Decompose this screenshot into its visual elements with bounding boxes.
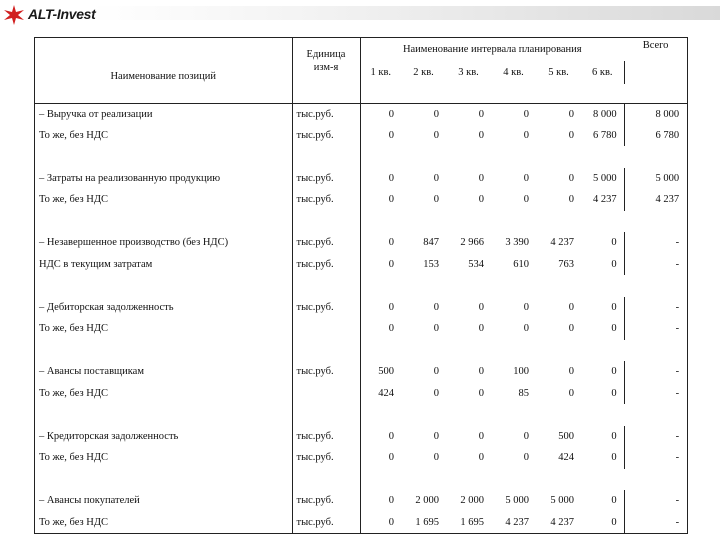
header-row-top xyxy=(35,38,687,61)
row-label: То же, без НДС xyxy=(35,447,292,469)
row-value-q1: 0 xyxy=(388,172,394,184)
row-value-q1: 0 xyxy=(388,430,394,442)
row-label: – Кредиторская задолженность xyxy=(35,426,292,448)
row-value-q3: 534 xyxy=(468,258,484,270)
table-row xyxy=(35,189,687,211)
row-value-q5: 0 xyxy=(568,129,574,141)
row-value-q4: 0 xyxy=(523,129,529,141)
row-label: НДС в текущим затратам xyxy=(35,254,292,276)
header-name: Наименование позиций xyxy=(35,38,292,84)
row-value-q1: 0 xyxy=(388,516,394,528)
row-value-q4: 0 xyxy=(523,452,529,464)
row-value-q2: 847 xyxy=(423,237,439,249)
header-unit xyxy=(292,38,360,84)
header-total-empty xyxy=(624,61,687,84)
report-table xyxy=(35,38,687,533)
row-unit xyxy=(292,318,360,340)
row-value-q4: 0 xyxy=(523,108,529,120)
row-value-q5: 0 xyxy=(568,172,574,184)
row-value-q3: 0 xyxy=(478,108,484,120)
row-value-q6: 0 xyxy=(581,490,624,512)
row-value-q5: 4 237 xyxy=(550,516,574,528)
row-value-q1: 500 xyxy=(378,366,394,378)
row-unit: тыс.руб. xyxy=(292,361,360,383)
row-label: – Выручка от реализации xyxy=(35,103,292,125)
row-value-q1: 0 xyxy=(388,323,394,335)
row-value-q6: 0 xyxy=(581,383,624,405)
header-separator xyxy=(35,84,687,103)
table-row xyxy=(35,383,687,405)
row-value-q1: 424 xyxy=(378,387,394,399)
row-value-q6: 0 xyxy=(581,361,624,383)
row-value-q6: 0 xyxy=(581,254,624,276)
logo xyxy=(2,2,112,26)
row-value-q3: 0 xyxy=(478,452,484,464)
row-value-q1: 0 xyxy=(388,452,394,464)
row-value-q6: 0 xyxy=(581,232,624,254)
row-value-q1: 0 xyxy=(388,301,394,313)
row-value-q4: 5 000 xyxy=(505,495,529,507)
row-label: То же, без НДС xyxy=(35,512,292,534)
table-row xyxy=(35,232,687,254)
row-value-q1: 0 xyxy=(388,194,394,206)
header-gradient-bar xyxy=(90,6,720,20)
row-value-q6: 0 xyxy=(581,426,624,448)
row-value-q4: 0 xyxy=(523,323,529,335)
row-label: То же, без НДС xyxy=(35,383,292,405)
row-value-q1: 0 xyxy=(388,237,394,249)
row-value-q3: 2 000 xyxy=(460,495,484,507)
row-unit: тыс.руб. xyxy=(292,426,360,448)
row-label: – Незавершенное производство (без НДС) xyxy=(35,232,292,254)
group-spacer xyxy=(35,146,687,168)
group-spacer xyxy=(35,469,687,491)
row-value-q4: 610 xyxy=(513,258,529,270)
row-value-q5: 0 xyxy=(568,194,574,206)
row-label: – Дебиторская задолженность xyxy=(35,297,292,319)
row-value-q2: 0 xyxy=(433,194,439,206)
row-value-q5: 763 xyxy=(558,258,574,270)
table-row xyxy=(35,318,687,340)
row-label: То же, без НДС xyxy=(35,125,292,147)
row-unit: тыс.руб. xyxy=(292,297,360,319)
row-value-q6: 0 xyxy=(581,512,624,534)
row-value-q2: 153 xyxy=(423,258,439,270)
row-total: - xyxy=(675,495,680,507)
header-total: Всего xyxy=(642,40,669,51)
header-quarter-1: 1 кв. xyxy=(370,67,392,78)
row-value-q3: 0 xyxy=(478,129,484,141)
row-unit: тыс.руб. xyxy=(292,512,360,534)
row-unit: тыс.руб. xyxy=(292,254,360,276)
row-total: 5 000 xyxy=(655,172,680,184)
row-unit xyxy=(292,383,360,405)
row-value-q1: 0 xyxy=(388,129,394,141)
table-row xyxy=(35,125,687,147)
row-value-q2: 0 xyxy=(433,108,439,120)
row-value-q3: 0 xyxy=(478,387,484,399)
row-unit: тыс.руб. xyxy=(292,125,360,147)
row-value-q4: 100 xyxy=(513,366,529,378)
group-spacer xyxy=(35,404,687,426)
row-value-q2: 0 xyxy=(433,129,439,141)
row-total: - xyxy=(675,301,680,313)
row-unit: тыс.руб. xyxy=(292,490,360,512)
header-interval: Наименование интервала планирования xyxy=(402,44,582,55)
header-quarter-6: 6 кв. xyxy=(581,61,624,84)
row-value-q2: 0 xyxy=(433,323,439,335)
row-total: - xyxy=(675,430,680,442)
header-quarter-2: 2 кв. xyxy=(413,67,434,78)
table-row xyxy=(35,254,687,276)
row-value-q1: 0 xyxy=(388,258,394,270)
row-total: - xyxy=(675,452,680,464)
row-total: 4 237 xyxy=(655,194,680,206)
row-value-q3: 0 xyxy=(478,194,484,206)
row-total: - xyxy=(675,366,680,378)
group-spacer xyxy=(35,275,687,297)
row-value-q4: 0 xyxy=(523,301,529,313)
row-value-q4: 0 xyxy=(523,430,529,442)
row-total: - xyxy=(675,258,680,270)
row-value-q5: 424 xyxy=(558,452,574,464)
row-unit: тыс.руб. xyxy=(292,447,360,469)
row-value-q5: 500 xyxy=(558,430,574,442)
table-row xyxy=(35,490,687,512)
row-value-q2: 0 xyxy=(433,172,439,184)
row-value-q2: 0 xyxy=(433,387,439,399)
row-value-q2: 0 xyxy=(433,366,439,378)
row-value-q5: 0 xyxy=(568,387,574,399)
row-value-q3: 2 966 xyxy=(460,237,484,249)
table-row xyxy=(35,426,687,448)
row-value-q6: 6 780 xyxy=(581,125,624,147)
row-value-q2: 1 695 xyxy=(415,516,439,528)
group-spacer xyxy=(35,211,687,233)
row-value-q1: 0 xyxy=(388,495,394,507)
row-value-q5: 0 xyxy=(568,108,574,120)
row-value-q4: 85 xyxy=(518,387,529,399)
header-unit-line1: Единица xyxy=(306,49,346,60)
row-unit: тыс.руб. xyxy=(292,168,360,190)
star-logo-icon xyxy=(2,4,26,26)
row-value-q2: 0 xyxy=(433,301,439,313)
row-unit: тыс.руб. xyxy=(292,232,360,254)
row-value-q2: 0 xyxy=(433,430,439,442)
row-unit: тыс.руб. xyxy=(292,189,360,211)
row-value-q5: 0 xyxy=(568,301,574,313)
row-value-q1: 0 xyxy=(388,108,394,120)
row-value-q3: 0 xyxy=(478,366,484,378)
row-value-q5: 0 xyxy=(568,323,574,335)
header-quarter-4: 4 кв. xyxy=(503,67,524,78)
row-value-q6: 0 xyxy=(581,447,624,469)
row-value-q4: 3 390 xyxy=(505,237,529,249)
row-value-q5: 4 237 xyxy=(550,237,574,249)
row-value-q2: 0 xyxy=(433,452,439,464)
table-row xyxy=(35,168,687,190)
row-value-q6: 4 237 xyxy=(581,189,624,211)
row-value-q4: 0 xyxy=(523,194,529,206)
row-value-q6: 0 xyxy=(581,318,624,340)
row-label: – Затраты на реализованную продукцию xyxy=(35,168,292,190)
row-value-q5: 5 000 xyxy=(550,495,574,507)
row-total: 6 780 xyxy=(655,129,680,141)
row-value-q3: 1 695 xyxy=(460,516,484,528)
row-value-q4: 4 237 xyxy=(505,516,529,528)
table-row xyxy=(35,361,687,383)
header-quarter-3: 3 кв. xyxy=(458,67,479,78)
table-row xyxy=(35,447,687,469)
table-row xyxy=(35,297,687,319)
table-row xyxy=(35,512,687,534)
row-unit: тыс.руб. xyxy=(292,103,360,125)
row-value-q3: 0 xyxy=(478,323,484,335)
row-total: - xyxy=(675,516,680,528)
row-label: – Авансы поставщикам xyxy=(35,361,292,383)
row-value-q3: 0 xyxy=(478,301,484,313)
logo-text: ALT-Invest xyxy=(28,6,96,22)
header-quarter-5: 5 кв. xyxy=(548,67,569,78)
header-unit-line2: изм-я xyxy=(313,62,339,73)
row-value-q3: 0 xyxy=(478,430,484,442)
row-total: - xyxy=(675,237,680,249)
row-label: То же, без НДС xyxy=(35,318,292,340)
row-value-q6: 5 000 xyxy=(581,168,624,190)
row-value-q5: 0 xyxy=(568,366,574,378)
row-value-q6: 0 xyxy=(581,297,624,319)
row-total: - xyxy=(675,387,680,399)
row-total: - xyxy=(675,323,680,335)
row-value-q2: 2 000 xyxy=(415,495,439,507)
row-value-q3: 0 xyxy=(478,172,484,184)
table-row xyxy=(35,103,687,125)
group-spacer xyxy=(35,340,687,362)
row-value-q6: 8 000 xyxy=(581,103,624,125)
row-label: – Авансы покупателей xyxy=(35,490,292,512)
row-label: То же, без НДС xyxy=(35,189,292,211)
row-value-q4: 0 xyxy=(523,172,529,184)
row-total: 8 000 xyxy=(655,108,680,120)
